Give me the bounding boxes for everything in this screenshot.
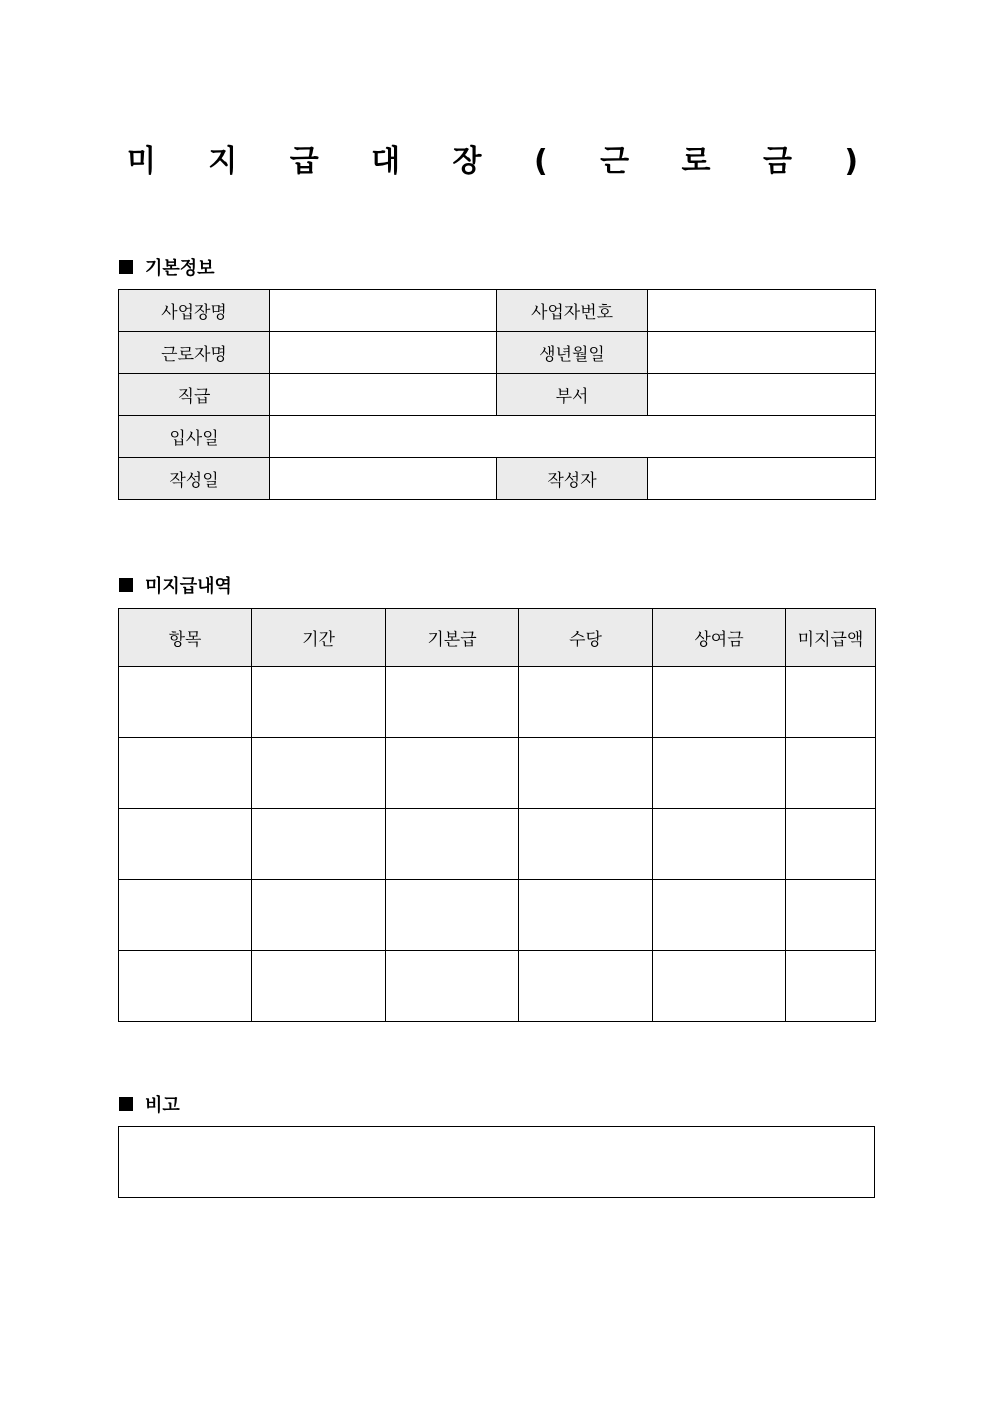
table-cell[interactable]: [252, 738, 386, 809]
table-cell[interactable]: [786, 667, 876, 738]
column-header-unpaid-amount: 미지급액: [786, 609, 876, 667]
hire-date-label: 입사일: [119, 416, 270, 458]
table-row: [119, 667, 876, 738]
unpaid-details-heading: [119, 572, 232, 598]
department-field[interactable]: [648, 374, 876, 416]
square-bullet-icon: [119, 578, 133, 592]
table-cell[interactable]: [252, 951, 386, 1022]
table-cell[interactable]: [386, 738, 519, 809]
writer-label: 작성자: [497, 458, 648, 500]
table-cell[interactable]: [386, 880, 519, 951]
table-cell[interactable]: [519, 667, 653, 738]
table-cell[interactable]: [119, 880, 252, 951]
basic-info-heading: [119, 254, 215, 280]
table-cell[interactable]: [653, 880, 786, 951]
table-cell[interactable]: [519, 738, 653, 809]
table-cell[interactable]: [252, 667, 386, 738]
birth-date-label: 생년월일: [497, 332, 648, 374]
column-header-bonus: 상여금: [653, 609, 786, 667]
business-name-label: 사업장명: [119, 290, 270, 332]
hire-date-field[interactable]: [270, 416, 876, 458]
remarks-heading-text: 비고: [145, 1095, 180, 1116]
table-cell[interactable]: [252, 880, 386, 951]
table-row: [119, 290, 876, 332]
writer-field[interactable]: [648, 458, 876, 500]
column-header-period: 기간: [252, 609, 386, 667]
table-row: [119, 809, 876, 880]
table-cell[interactable]: [519, 880, 653, 951]
column-header-item: 항목: [119, 609, 252, 667]
table-cell[interactable]: [653, 951, 786, 1022]
worker-name-field[interactable]: [270, 332, 497, 374]
table-header-row: [119, 609, 876, 667]
table-cell[interactable]: [519, 951, 653, 1022]
table-row: [119, 458, 876, 500]
table-row: [119, 951, 876, 1022]
square-bullet-icon: [119, 260, 133, 274]
remarks-heading: [119, 1091, 180, 1117]
table-cell[interactable]: [386, 951, 519, 1022]
department-label: 부서: [497, 374, 648, 416]
business-number-label: 사업자번호: [497, 290, 648, 332]
table-cell[interactable]: [653, 667, 786, 738]
unpaid-details-table: [118, 608, 876, 1022]
business-number-field[interactable]: [648, 290, 876, 332]
written-date-field[interactable]: [270, 458, 497, 500]
table-row: [119, 416, 876, 458]
page-title: 미 지 급 대 장 ( 근 로 금 ): [126, 144, 880, 179]
table-cell[interactable]: [119, 738, 252, 809]
table-cell[interactable]: [786, 951, 876, 1022]
square-bullet-icon: [119, 1097, 133, 1111]
remarks-box[interactable]: [118, 1126, 875, 1198]
table-row: [119, 374, 876, 416]
table-cell[interactable]: [119, 951, 252, 1022]
table-cell[interactable]: [786, 809, 876, 880]
table-cell[interactable]: [386, 667, 519, 738]
table-cell[interactable]: [653, 738, 786, 809]
table-cell[interactable]: [119, 809, 252, 880]
table-cell[interactable]: [119, 667, 252, 738]
business-name-field[interactable]: [270, 290, 497, 332]
table-cell[interactable]: [386, 809, 519, 880]
table-cell[interactable]: [786, 738, 876, 809]
table-row: [119, 738, 876, 809]
table-cell[interactable]: [252, 809, 386, 880]
table-row: [119, 332, 876, 374]
basic-info-table: [118, 289, 876, 500]
table-cell[interactable]: [653, 809, 786, 880]
table-cell[interactable]: [519, 809, 653, 880]
position-field[interactable]: [270, 374, 497, 416]
basic-info-heading-text: 기본정보: [145, 258, 215, 279]
column-header-allowance: 수당: [519, 609, 653, 667]
table-cell[interactable]: [786, 880, 876, 951]
birth-date-field[interactable]: [648, 332, 876, 374]
written-date-label: 작성일: [119, 458, 270, 500]
unpaid-details-heading-text: 미지급내역: [145, 576, 232, 597]
position-label: 직급: [119, 374, 270, 416]
worker-name-label: 근로자명: [119, 332, 270, 374]
column-header-base-pay: 기본급: [386, 609, 519, 667]
table-row: [119, 880, 876, 951]
